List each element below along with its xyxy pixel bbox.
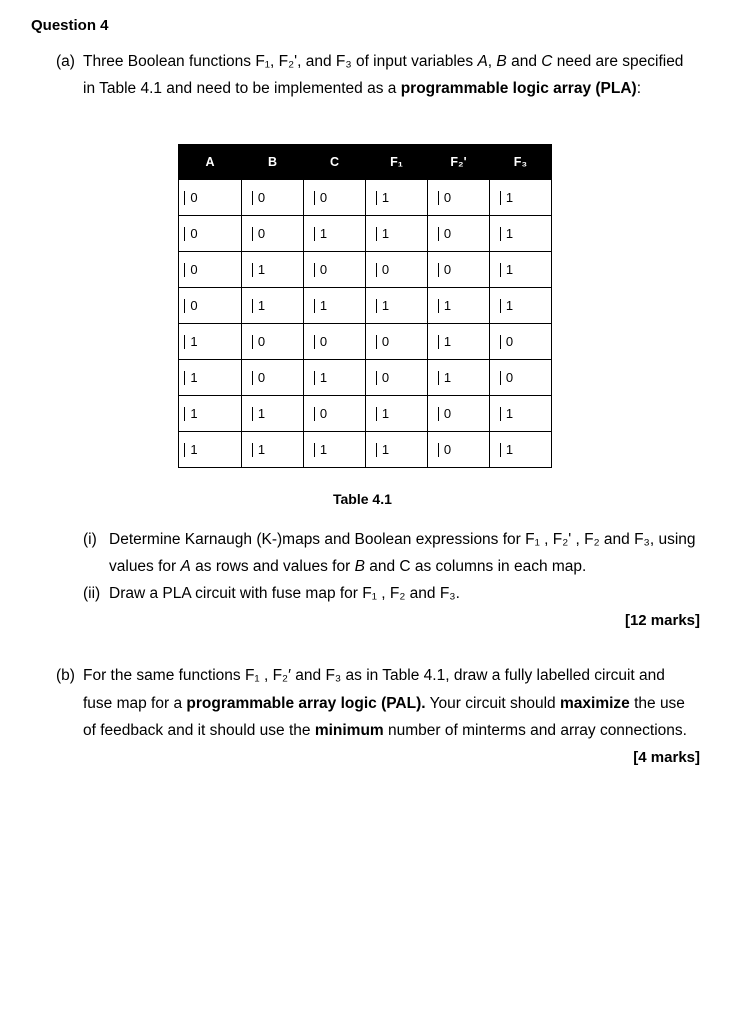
table-header: C [304,145,366,180]
cell-value: 0 [252,227,265,241]
table-row [179,396,552,432]
table-cell [179,288,242,324]
table-cell [242,360,304,396]
table-cell [490,180,552,216]
cell-value: 1 [500,191,513,205]
part-b-line3: of feedback and it should use the minimum number of minterms and array connections. [83,722,687,739]
table-row [179,432,552,468]
table-cell [490,432,552,468]
part-a-line1: Three Boolean functions F₁, F₂', and F₃ of input variables A, B and C need are specified [83,53,684,70]
table-cell [304,360,366,396]
truth-table [178,144,552,468]
table-cell [179,432,242,468]
table-cell [304,216,366,252]
cell-value: 0 [500,371,513,385]
table-row [179,288,552,324]
cell-value: 0 [438,443,451,457]
cell-value: 1 [252,299,265,313]
cell-value: 0 [184,227,197,241]
cell-value: 1 [184,371,197,385]
part-b-label: (b) [56,667,75,684]
cell-value: 1 [314,443,327,457]
cell-value: 0 [500,335,513,349]
table-row [179,324,552,360]
cell-value: 0 [438,263,451,277]
cell-value: 0 [184,299,197,313]
cell-value: 0 [184,263,197,277]
table-cell [179,180,242,216]
table-cell [179,252,242,288]
table-cell [490,360,552,396]
table-cell [428,360,490,396]
table-cell [366,324,428,360]
cell-value: 1 [438,299,451,313]
cell-value: 1 [438,371,451,385]
cell-value: 0 [314,191,327,205]
table-cell [366,288,428,324]
table-cell [428,252,490,288]
table-cell [366,432,428,468]
table-cell [179,324,242,360]
cell-value: 1 [500,263,513,277]
cell-value: 0 [252,335,265,349]
cell-value: 0 [376,335,389,349]
table-cell [490,396,552,432]
table-header-row [179,145,552,180]
cell-value: 1 [314,371,327,385]
table-cell [490,216,552,252]
table-cell [242,288,304,324]
table-caption: Table 4.1 [333,491,392,507]
table-cell [366,396,428,432]
cell-value: 1 [184,443,197,457]
cell-value: 0 [314,263,327,277]
part-a-i-line2: values for A as rows and values for B and C as columns in each map. [109,558,587,575]
table-row [179,180,552,216]
cell-value: 1 [438,335,451,349]
cell-value: 0 [376,263,389,277]
cell-value: 1 [314,227,327,241]
cell-value: 0 [438,227,451,241]
part-a-marks: [12 marks] [624,612,700,629]
table-cell [428,288,490,324]
cell-value: 1 [376,191,389,205]
table-row [179,360,552,396]
part-a-i-label: (i) [83,531,97,548]
table-cell [428,396,490,432]
table-header: B [242,145,304,180]
cell-value: 1 [376,407,389,421]
table-cell [179,216,242,252]
part-a-i-line1: Determine Karnaugh (K-)maps and Boolean expressions for F₁ , F₂' , F₂ and F₃, using [109,531,696,548]
cell-value: 0 [184,191,197,205]
cell-value: 1 [376,299,389,313]
table-cell [304,180,366,216]
cell-value: 1 [500,443,513,457]
part-b-line1: For the same functions F₁ , F₂′ and F₃ as in Table 4.1, draw a fully labelled circuit and [83,667,665,684]
part-a-ii-text: Draw a PLA circuit with fuse map for F₁ , F₂ and F₃. [109,585,460,602]
table-cell [366,360,428,396]
table-cell [366,252,428,288]
table-cell [304,432,366,468]
table-cell [490,288,552,324]
table-cell [366,180,428,216]
cell-value: 1 [252,407,265,421]
cell-value: 0 [314,335,327,349]
table-cell [242,252,304,288]
question-title: Question 4 [31,17,109,34]
cell-value: 1 [252,443,265,457]
table-cell [304,324,366,360]
part-a-label: (a) [56,53,75,70]
cell-value: 1 [376,443,389,457]
part-a-line2: in Table 4.1 and need to be implemented as a programmable logic array (PLA): [83,80,642,97]
table-cell [428,216,490,252]
table-cell [490,252,552,288]
table-header: A [179,145,242,180]
table-cell [428,432,490,468]
table-cell [304,396,366,432]
table-header: F₃ [490,145,552,180]
cell-value: 1 [500,299,513,313]
cell-value: 1 [376,227,389,241]
table-cell [242,396,304,432]
part-b-marks: [4 marks] [633,749,700,766]
table-cell [179,360,242,396]
part-a-ii-label: (ii) [83,585,101,602]
table-header: F₁ [366,145,428,180]
cell-value: 1 [314,299,327,313]
table-row [179,252,552,288]
table-cell [428,324,490,360]
cell-value: 1 [500,407,513,421]
table-cell [242,180,304,216]
table-cell [179,396,242,432]
cell-value: 0 [438,407,451,421]
part-b-line2: fuse map for a programmable array logic (PAL). Your circuit should maximize the use [83,695,685,712]
table-cell [242,324,304,360]
table-cell [242,432,304,468]
table-cell [366,216,428,252]
cell-value: 1 [500,227,513,241]
cell-value: 1 [252,263,265,277]
cell-value: 1 [184,407,197,421]
table-cell [304,288,366,324]
table-row [179,216,552,252]
cell-value: 0 [438,191,451,205]
table-cell [490,324,552,360]
cell-value: 1 [184,335,197,349]
cell-value: 0 [252,371,265,385]
cell-value: 0 [376,371,389,385]
table-header: F₂' [428,145,490,180]
cell-value: 0 [252,191,265,205]
table-cell [304,252,366,288]
table-cell [242,216,304,252]
cell-value: 0 [314,407,327,421]
table-cell [428,180,490,216]
